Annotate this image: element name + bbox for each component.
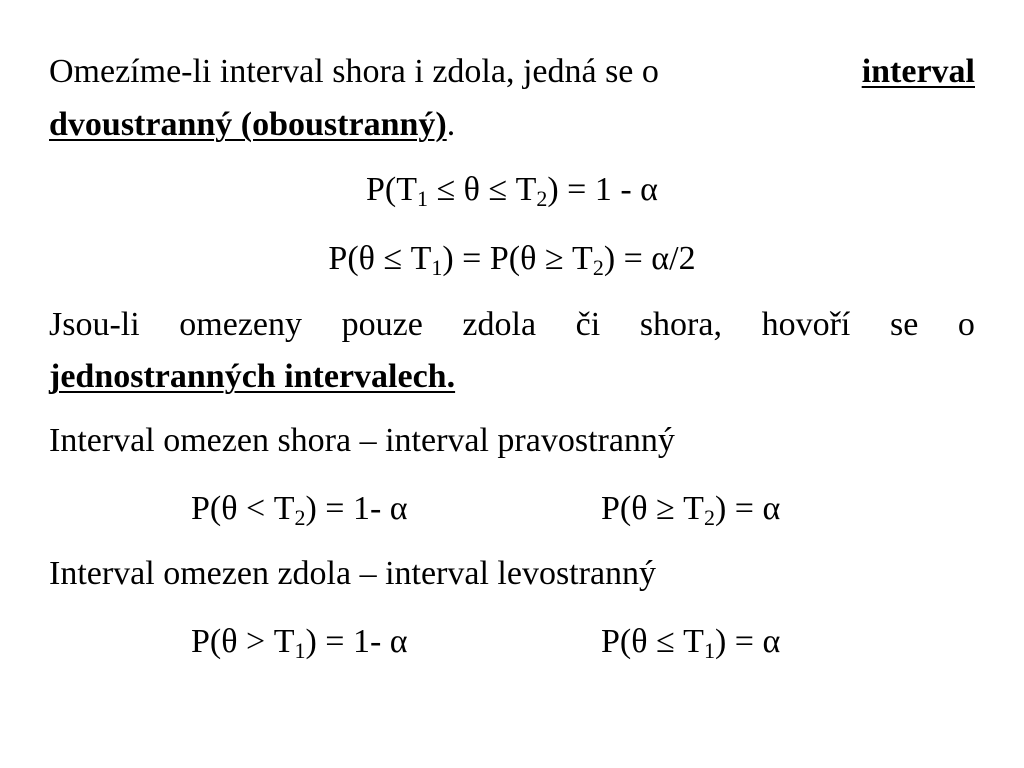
para2-word: o (957, 306, 975, 343)
para2-term-jednostrannych: jednostranných intervalech. (49, 358, 456, 395)
eq2-part: ) = P(θ ≥ T (442, 240, 593, 277)
eq1-part: P(T (365, 171, 417, 208)
eq2-part: ) = α/2 (603, 240, 696, 277)
formula-part: P(θ > T (191, 623, 295, 660)
para2-word: se (889, 306, 919, 343)
eq2-part: P(θ ≤ T (328, 240, 432, 277)
formula-part: P(θ ≤ T (601, 623, 704, 660)
formula-sub: 1 (294, 638, 306, 663)
left-interval-heading: Interval omezen zdola – interval levostranný (49, 555, 657, 592)
para1-line1 (49, 49, 975, 94)
formula-part: P(θ < T (191, 490, 295, 527)
para2-word: Jsou-li (49, 306, 140, 343)
formula-sub: 2 (703, 505, 715, 530)
para1-line2 (49, 102, 975, 147)
formula-part: ) = 1- α (305, 490, 408, 527)
para2-word: hovoří (761, 306, 851, 343)
para2-word: či (575, 306, 601, 343)
eq1-sub: 2 (536, 186, 548, 211)
right-interval-formula-2 (601, 486, 780, 531)
eq2-sub: 1 (431, 255, 443, 280)
para2-word: pouze (341, 306, 423, 343)
right-interval-formula-1 (191, 486, 408, 531)
right-interval-heading: Interval omezen shora – interval pravostranný (49, 422, 675, 459)
para2-word: omezeny (179, 306, 303, 343)
para1-period: . (446, 106, 456, 143)
para1-term-interval: interval (861, 53, 975, 90)
eq2-sub: 2 (592, 255, 604, 280)
para1-text: Omezíme-li interval shora i zdola, jedná se o (49, 53, 659, 90)
equation-alpha-half (49, 236, 975, 281)
left-interval-formula-1 (191, 619, 408, 664)
formula-sub: 1 (703, 638, 715, 663)
formula-part: P(θ ≥ T (601, 490, 704, 527)
left-interval-formula-2 (601, 619, 780, 664)
para2-word: zdola (462, 306, 537, 343)
formula-sub: 2 (294, 505, 306, 530)
para2-line1 (49, 302, 975, 347)
eq1-part: ≤ θ ≤ T (427, 171, 537, 208)
formula-part: ) = 1- α (305, 623, 408, 660)
para2-word: shora, (639, 306, 722, 343)
eq1-sub: 1 (416, 186, 428, 211)
eq1-part: ) = 1 - α (547, 171, 658, 208)
formula-part: ) = α (714, 490, 781, 527)
formula-part: ) = α (714, 623, 781, 660)
para1-term-dvoustranny: dvoustranný (oboustranný) (49, 106, 447, 143)
equation-two-sided (49, 167, 975, 212)
para2-line2 (49, 354, 975, 399)
